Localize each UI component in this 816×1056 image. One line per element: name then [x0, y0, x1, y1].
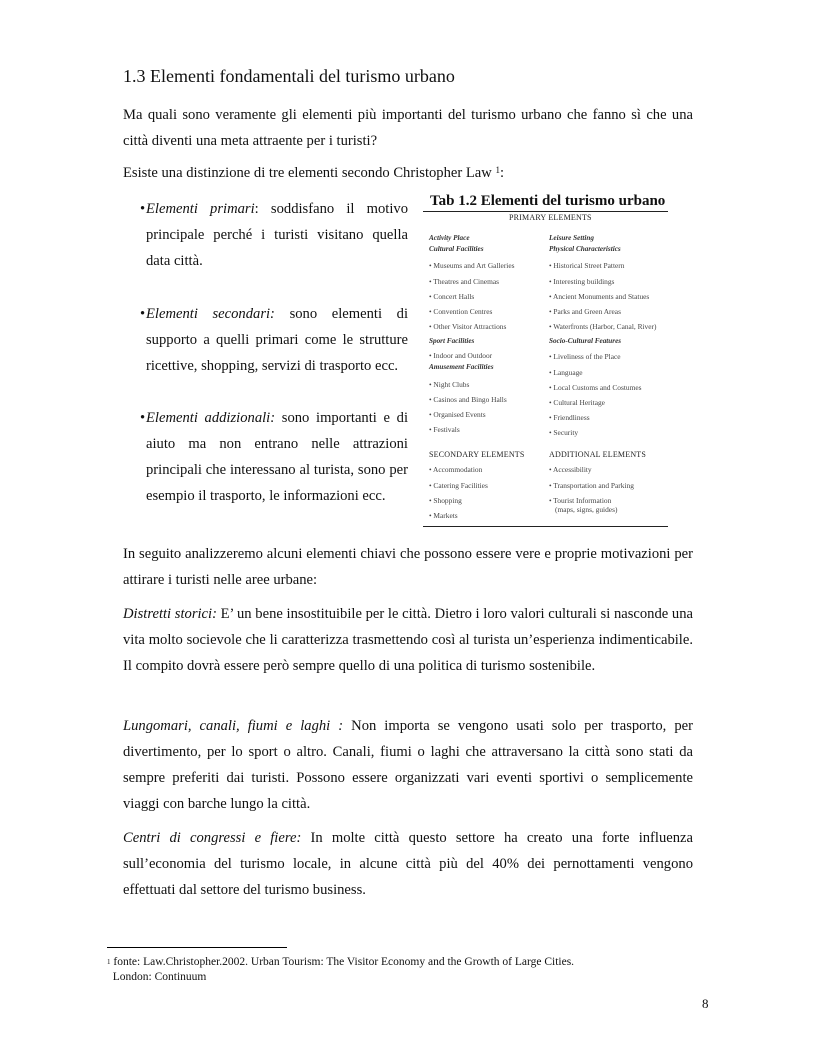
section-distretti	[123, 601, 693, 679]
table-item: • Concert Halls	[429, 292, 475, 301]
bullet-additional	[140, 405, 408, 509]
table-item: • Markets	[429, 511, 458, 520]
table-item: • Accommodation	[429, 465, 483, 474]
bullet-label: Elementi primari	[146, 201, 255, 217]
table-item: • Organised Events	[429, 410, 486, 419]
table-title: Tab 1.2 Elementi del turismo urbano	[430, 193, 666, 209]
table-item: • Indoor and Outdoor	[429, 351, 493, 360]
analysis-intro-paragraph: In seguito analizzeremo alcuni elementi chiavi che possono essere vere e proprie motivazioni per attirare i turisti nelle aree urbane:	[123, 546, 693, 588]
table-item: • Shopping	[429, 496, 462, 505]
table-item: • Friendliness	[549, 413, 590, 422]
table-item: • Ancient Monuments and Statues	[549, 292, 650, 301]
section-text: E’ un bene insostituibile per le città. Dietro i loro valori culturali si nasconde una vita molto socievole che li caratterizza trasmettendo così al turista un’esperienza indimenticabile. Il compito dovrà essere però sempre quello di una politica di turismo sostenibile.	[123, 606, 693, 674]
bullet-text: sono elementi di supporto a quelli primari come le strutture ricettive, shopping, servizi di trasporto ecc.	[146, 306, 408, 374]
activity-place-title: Activity Place	[429, 234, 470, 242]
secondary-elements-heading: SECONDARY ELEMENTS	[429, 450, 525, 459]
footnote	[107, 955, 574, 985]
section-heading: 1.3 Elementi fondamentali del turismo urbano	[123, 66, 455, 86]
section-label: Lungomari, canali, fiumi e laghi :	[123, 718, 344, 734]
bullet-label: Elementi addizionali:	[146, 410, 276, 426]
table-item: • Theatres and Cinemas	[429, 277, 499, 286]
section-text: In molte città questo settore ha creato una forte influenza sull’economia del turismo locale, in alcune città più del 40% dei pernottamenti vengono effettuati dal settore del turismo business.	[123, 830, 694, 898]
footnote-text-2: London: Continuum	[112, 971, 207, 983]
table-item: • Parks and Green Areas	[549, 307, 621, 316]
table-item: (maps, signs, guides)	[555, 505, 618, 514]
table-item: • Casinos and Bingo Halls	[429, 395, 507, 404]
table-item: • Museums and Art Galleries	[429, 261, 515, 270]
bullet-primary	[140, 196, 408, 274]
urban-tourism-table	[423, 211, 668, 527]
bullet-dot-icon: •	[140, 306, 146, 322]
additional-elements-heading: ADDITIONAL ELEMENTS	[549, 450, 647, 459]
footnote-divider	[107, 947, 287, 948]
table-item: • Night Clubs	[429, 380, 470, 389]
table-item: • Language	[549, 368, 583, 377]
sport-facilities-title: Sport Facilities	[429, 337, 475, 345]
amusement-facilities-title: Amusement Facilities	[429, 363, 494, 371]
footnote-ref[interactable]: 1	[495, 165, 500, 175]
physical-characteristics-title: Physical Characteristics	[549, 245, 621, 253]
distinction-colon: :	[499, 165, 505, 181]
section-text: Non importa se vengono usati solo per trasporto, per divertimento, per lo sport o altro. Canali, fiumi o laghi che attraversano la città sono stati da sempre preferiti dai turisti. Possono essere organizzati vari eventi sportivi o semplicemente viaggi con barche lungo la città.	[123, 718, 693, 812]
bullet-text: sono importanti e di aiuto ma non entrano nelle attrazioni principali che interessano al turista, sono per esempio il trasporto, le informazioni ecc.	[146, 410, 408, 504]
table-item: • Security	[549, 428, 579, 437]
bullet-label: Elementi secondari:	[146, 306, 275, 322]
table-item: • Other Visitor Attractions	[429, 322, 507, 331]
bullet-text: soddisfano il motivo principale perché i turisti visitano quella data città.	[146, 201, 408, 269]
section-label: Centri di congressi e fiere:	[123, 830, 302, 846]
table-item: • Liveliness of the Place	[549, 352, 621, 361]
footnote-number: 1	[107, 958, 111, 966]
table-item: • Waterfronts (Harbor, Canal, River)	[549, 322, 657, 331]
distinction-text: Esiste una distinzione di tre elementi secondo Christopher Law	[123, 165, 492, 181]
footnote-text: fonte: Law.Christopher.2002. Urban Tourism: The Visitor Economy and the Growth of Large Cities.	[110, 956, 575, 968]
table-item: • Interesting buildings	[549, 277, 615, 286]
section-label: Distretti storici:	[123, 606, 217, 622]
primary-elements-heading: PRIMARY ELEMENTS	[509, 213, 592, 222]
table-item: • Catering Facilities	[429, 481, 488, 490]
table-item: • Convention Centres	[429, 307, 493, 316]
distinction-paragraph	[123, 160, 693, 186]
bullet-sep: :	[254, 201, 259, 217]
leisure-setting-title: Leisure Setting	[549, 234, 594, 242]
section-congressi	[123, 825, 693, 903]
table-item: • Accessibility	[549, 465, 592, 474]
socio-cultural-title: Socio-Cultural Features	[549, 337, 622, 345]
table-item: • Historical Street Pattern	[549, 261, 625, 270]
page-number: 8	[702, 996, 709, 1011]
bullet-dot-icon: •	[140, 410, 146, 426]
bullet-secondary	[140, 301, 408, 379]
cultural-facilities-title: Cultural Facilities	[429, 245, 484, 253]
table-item: • Transportation and Parking	[549, 481, 634, 490]
bullet-dot-icon: •	[140, 201, 146, 217]
table-item: • Cultural Heritage	[549, 398, 605, 407]
table-item: • Tourist Information	[549, 496, 612, 505]
table-item: • Local Customs and Costumes	[549, 383, 642, 392]
intro-paragraph: Ma quali sono veramente gli elementi più importanti del turismo urbano che fanno sì che una città diventi una meta attraente per i turisti?	[123, 107, 693, 149]
table-item: • Festivals	[429, 425, 460, 434]
section-lungomari	[123, 713, 693, 817]
